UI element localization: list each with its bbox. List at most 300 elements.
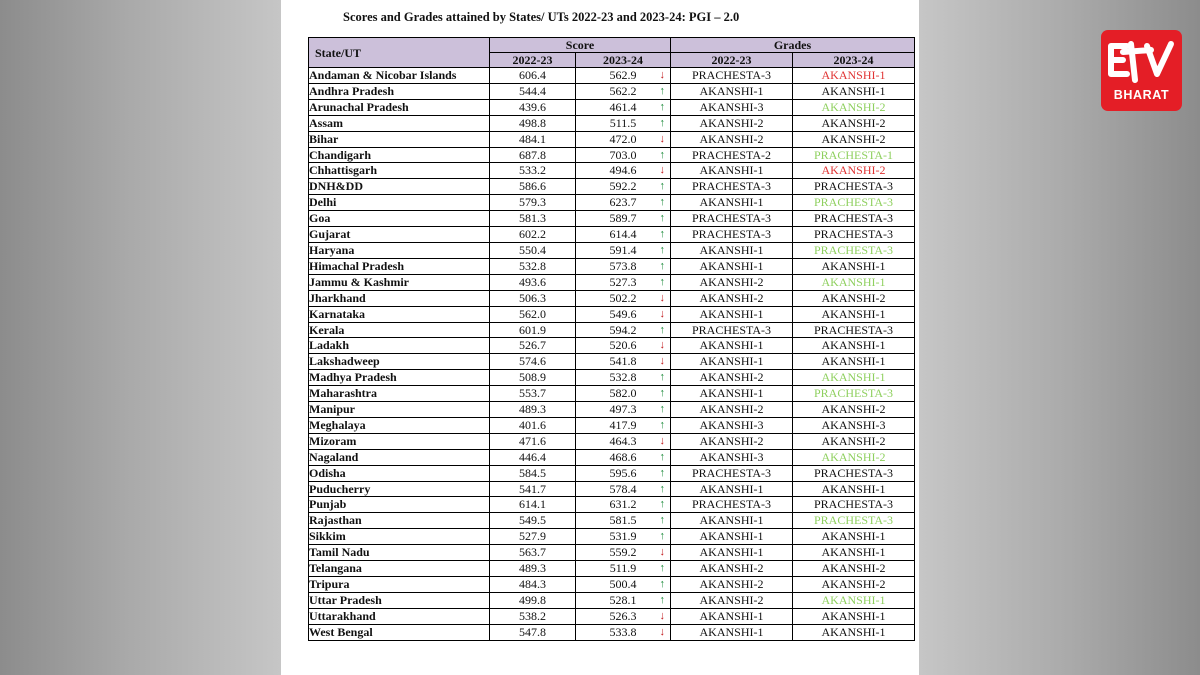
grade-2022-23-cell: AKANSHI-2 [671,290,793,306]
table-row [309,274,915,290]
score-2023-24-value: 581.5 [609,513,637,528]
grade-2022-23-cell: AKANSHI-1 [671,481,793,497]
grade-2023-24-cell: AKANSHI-1 [793,338,915,354]
grade-2023-24-cell: AKANSHI-2 [793,115,915,131]
score-2023-24-value: 461.4 [609,99,637,114]
score-2023-24-value: 533.8 [609,624,637,639]
score-2022-23-cell: 446.4 [490,449,576,465]
table-row [309,608,915,624]
score-2023-24-cell [576,274,671,290]
table-row [309,211,915,227]
state-name-cell: Haryana [309,242,490,258]
score-2023-24-value: 549.6 [609,306,637,321]
grade-2023-24-cell: AKANSHI-1 [793,258,915,274]
brand-name: BHARAT [1113,88,1170,102]
table-row [309,99,915,115]
score-2023-24-cell [576,513,671,529]
score-2023-24-cell [576,386,671,402]
grade-2023-24-cell: AKANSHI-1 [793,370,915,386]
score-2022-23-cell: 586.6 [490,179,576,195]
table-row [309,163,915,179]
grade-2022-23-cell: AKANSHI-2 [671,433,793,449]
arrow-down-icon: ↓ [659,355,665,368]
table-row [309,115,915,131]
state-name-cell: Karnataka [309,306,490,322]
grade-2023-24-cell: AKANSHI-2 [793,290,915,306]
state-name-cell: Gujarat [309,227,490,243]
grade-2023-24-cell: AKANSHI-1 [793,624,915,640]
score-2023-24-value: 594.2 [609,322,637,337]
table-row [309,179,915,195]
score-2023-24-cell [576,608,671,624]
arrow-down-icon: ↓ [659,434,665,447]
state-name-cell: Odisha [309,465,490,481]
background-left [0,0,281,675]
score-2023-24-cell [576,322,671,338]
score-2022-23-cell: 563.7 [490,545,576,561]
header-row-top [309,38,915,53]
grade-2023-24-cell: PRACHESTA-3 [793,386,915,402]
grade-2023-24-cell: PRACHESTA-3 [793,242,915,258]
state-name-cell: Bihar [309,131,490,147]
score-2023-24-cell [576,433,671,449]
grade-2023-24-cell: PRACHESTA-1 [793,147,915,163]
table-row [309,195,915,211]
arrow-down-icon: ↓ [659,609,665,622]
arrow-up-icon: ↑ [659,275,665,288]
score-year-2023-24-header: 2023-24 [576,53,671,68]
state-name-cell: Himachal Pradesh [309,258,490,274]
document-page [281,0,919,675]
score-2023-24-cell [576,449,671,465]
state-name-cell: Lakshadweep [309,354,490,370]
score-2023-24-cell [576,417,671,433]
score-2023-24-cell [576,481,671,497]
grade-2022-23-cell: AKANSHI-1 [671,338,793,354]
score-2023-24-value: 531.9 [609,529,637,544]
score-header: Score [490,38,671,53]
state-name-cell: DNH&DD [309,179,490,195]
score-2023-24-value: 589.7 [609,211,637,226]
score-2023-24-cell [576,338,671,354]
score-2022-23-cell: 498.8 [490,115,576,131]
score-2023-24-value: 541.8 [609,354,637,369]
state-name-cell: Uttar Pradesh [309,592,490,608]
grade-2023-24-cell: AKANSHI-1 [793,354,915,370]
grade-2023-24-cell: AKANSHI-3 [793,417,915,433]
state-name-cell: Andhra Pradesh [309,83,490,99]
state-name-cell: Tamil Nadu [309,545,490,561]
arrow-down-icon: ↓ [659,625,665,638]
arrow-up-icon: ↑ [659,482,665,495]
grade-2023-24-cell: AKANSHI-2 [793,99,915,115]
score-2022-23-cell: 601.9 [490,322,576,338]
state-name-cell: Nagaland [309,449,490,465]
score-2023-24-cell [576,83,671,99]
grade-2022-23-cell: AKANSHI-2 [671,402,793,418]
grade-2023-24-cell: AKANSHI-1 [793,68,915,84]
score-2022-23-cell: 562.0 [490,306,576,322]
grade-2023-24-cell: PRACHESTA-3 [793,465,915,481]
score-2022-23-cell: 401.6 [490,417,576,433]
score-2023-24-cell [576,465,671,481]
arrow-down-icon: ↓ [659,307,665,320]
table-row [309,497,915,513]
arrow-up-icon: ↑ [659,228,665,241]
grade-2022-23-cell: AKANSHI-1 [671,306,793,322]
score-2022-23-cell: 550.4 [490,242,576,258]
score-2023-24-cell [576,115,671,131]
state-name-cell: Andaman & Nicobar Islands [309,68,490,84]
score-2023-24-cell [576,68,671,84]
score-2023-24-cell [576,497,671,513]
grade-2022-23-cell: PRACHESTA-3 [671,211,793,227]
score-2023-24-value: 511.5 [609,115,637,130]
arrow-up-icon: ↑ [659,259,665,272]
table-row [309,449,915,465]
table-row [309,354,915,370]
table-row [309,577,915,593]
state-name-cell: Assam [309,115,490,131]
score-2023-24-cell [576,402,671,418]
table-row [309,592,915,608]
grade-2023-24-cell: AKANSHI-2 [793,163,915,179]
grade-2023-24-cell: AKANSHI-1 [793,529,915,545]
table-row [309,322,915,338]
score-2022-23-cell: 584.5 [490,465,576,481]
table-row [309,370,915,386]
state-name-cell: Mizoram [309,433,490,449]
grade-2022-23-cell: AKANSHI-2 [671,274,793,290]
table-row [309,306,915,322]
arrow-up-icon: ↑ [659,243,665,256]
score-2022-23-cell: 484.1 [490,131,576,147]
score-2023-24-value: 592.2 [609,179,637,194]
score-2022-23-cell: 489.3 [490,561,576,577]
score-2022-23-cell: 549.5 [490,513,576,529]
etv-bharat-logo [1101,30,1182,111]
arrow-down-icon: ↓ [659,164,665,177]
state-name-cell: Sikkim [309,529,490,545]
arrow-down-icon: ↓ [659,69,665,81]
grade-2022-23-cell: AKANSHI-2 [671,577,793,593]
state-name-cell: Goa [309,211,490,227]
score-2022-23-cell: 508.9 [490,370,576,386]
grade-2023-24-cell: AKANSHI-1 [793,592,915,608]
table-row [309,147,915,163]
arrow-up-icon: ↑ [659,562,665,575]
grade-2022-23-cell: AKANSHI-2 [671,370,793,386]
arrow-up-icon: ↑ [659,530,665,543]
grade-2023-24-cell: AKANSHI-1 [793,545,915,561]
state-name-cell: Meghalaya [309,417,490,433]
grade-2022-23-cell: PRACHESTA-3 [671,465,793,481]
pgi-scores-table [308,37,915,641]
score-2023-24-cell [576,577,671,593]
grade-2022-23-cell: PRACHESTA-3 [671,179,793,195]
arrow-up-icon: ↑ [659,180,665,193]
score-2022-23-cell: 493.6 [490,274,576,290]
table-body [309,68,915,641]
grade-2023-24-cell: AKANSHI-2 [793,433,915,449]
score-2022-23-cell: 526.7 [490,338,576,354]
score-2022-23-cell: 533.2 [490,163,576,179]
grade-2022-23-cell: PRACHESTA-3 [671,497,793,513]
grade-year-2022-23-header: 2022-23 [671,53,793,68]
state-name-cell: Telangana [309,561,490,577]
score-2023-24-cell [576,211,671,227]
score-2022-23-cell: 579.3 [490,195,576,211]
grade-2022-23-cell: AKANSHI-3 [671,417,793,433]
grade-2023-24-cell: PRACHESTA-3 [793,227,915,243]
score-2022-23-cell: 687.8 [490,147,576,163]
score-2023-24-value: 595.6 [609,465,637,480]
arrow-up-icon: ↑ [659,196,665,209]
score-2022-23-cell: 439.6 [490,99,576,115]
arrow-up-icon: ↑ [659,387,665,400]
table-row [309,513,915,529]
grade-2023-24-cell: PRACHESTA-3 [793,322,915,338]
grade-2022-23-cell: AKANSHI-1 [671,354,793,370]
score-2023-24-cell [576,227,671,243]
arrow-up-icon: ↑ [659,116,665,129]
arrow-up-icon: ↑ [659,514,665,527]
score-2023-24-value: 578.4 [609,481,637,496]
table-row [309,481,915,497]
arrow-up-icon: ↑ [659,578,665,590]
score-2023-24-cell [576,242,671,258]
grade-2023-24-cell: AKANSHI-1 [793,274,915,290]
etv-logo-icon [1101,34,1182,86]
score-2023-24-cell [576,545,671,561]
state-name-cell: Punjab [309,497,490,513]
grade-2022-23-cell: AKANSHI-2 [671,561,793,577]
score-2023-24-value: 559.2 [609,545,637,560]
grade-2022-23-cell: AKANSHI-1 [671,83,793,99]
score-2023-24-cell [576,258,671,274]
score-2023-24-value: 526.3 [609,608,637,623]
score-2022-23-cell: 581.3 [490,211,576,227]
score-2023-24-cell [576,99,671,115]
grade-2023-24-cell: AKANSHI-2 [793,561,915,577]
grade-2022-23-cell: AKANSHI-1 [671,545,793,561]
table-row [309,258,915,274]
grade-2023-24-cell: AKANSHI-1 [793,608,915,624]
score-2023-24-value: 468.6 [609,449,637,464]
state-name-cell: Jharkhand [309,290,490,306]
score-2023-24-cell [576,592,671,608]
grade-2022-23-cell: AKANSHI-1 [671,624,793,640]
grade-2022-23-cell: AKANSHI-1 [671,386,793,402]
score-2023-24-value: 573.8 [609,258,637,273]
grade-year-2023-24-header: 2023-24 [793,53,915,68]
state-name-cell: Manipur [309,402,490,418]
score-2022-23-cell: 574.6 [490,354,576,370]
state-name-cell: Puducherry [309,481,490,497]
state-name-cell: Maharashtra [309,386,490,402]
score-2023-24-value: 623.7 [609,195,637,210]
grade-2022-23-cell: AKANSHI-1 [671,529,793,545]
score-2023-24-value: 532.8 [609,370,637,385]
arrow-down-icon: ↓ [659,546,665,559]
grade-2022-23-cell: AKANSHI-1 [671,195,793,211]
grade-2022-23-cell: PRACHESTA-2 [671,147,793,163]
score-2023-24-cell [576,624,671,640]
score-2023-24-value: 497.3 [609,402,637,417]
arrow-down-icon: ↓ [659,291,665,304]
state-name-cell: West Bengal [309,624,490,640]
score-2022-23-cell: 547.8 [490,624,576,640]
score-2022-23-cell: 471.6 [490,433,576,449]
document-title: Scores and Grades attained by States/ UTs 2022-23 and 2023-24: PGI – 2.0 [343,10,740,24]
grade-2023-24-cell: PRACHESTA-3 [793,211,915,227]
arrow-up-icon: ↑ [659,212,665,225]
score-2023-24-value: 417.9 [609,417,637,432]
state-name-cell: Ladakh [309,338,490,354]
arrow-up-icon: ↑ [659,403,665,416]
score-2023-24-cell [576,147,671,163]
score-2023-24-value: 527.3 [609,274,637,289]
score-2023-24-value: 500.4 [609,577,637,591]
grade-2022-23-cell: PRACHESTA-3 [671,322,793,338]
arrow-up-icon: ↑ [659,371,665,384]
table-row [309,83,915,99]
score-year-2022-23-header: 2022-23 [490,53,576,68]
arrow-down-icon: ↓ [659,132,665,145]
table-row [309,417,915,433]
grade-2023-24-cell: PRACHESTA-3 [793,195,915,211]
grade-2022-23-cell: AKANSHI-1 [671,163,793,179]
grade-2022-23-cell: AKANSHI-3 [671,449,793,465]
grade-2023-24-cell: AKANSHI-2 [793,577,915,593]
arrow-up-icon: ↑ [659,84,665,97]
score-2023-24-value: 562.9 [609,68,637,82]
score-2023-24-value: 511.9 [609,561,637,576]
grade-2023-24-cell: AKANSHI-2 [793,449,915,465]
table-row [309,529,915,545]
arrow-up-icon: ↑ [659,148,665,161]
grade-2022-23-cell: AKANSHI-3 [671,99,793,115]
arrow-up-icon: ↑ [659,593,665,606]
score-2023-24-cell [576,290,671,306]
table-row [309,561,915,577]
state-name-cell: Rajasthan [309,513,490,529]
table-row [309,624,915,640]
grade-2022-23-cell: AKANSHI-1 [671,513,793,529]
state-name-cell: Arunachal Pradesh [309,99,490,115]
state-name-cell: Chhattisgarh [309,163,490,179]
score-2022-23-cell: 532.8 [490,258,576,274]
table-row [309,290,915,306]
table-row [309,386,915,402]
grade-2023-24-cell: PRACHESTA-3 [793,179,915,195]
score-2023-24-cell [576,131,671,147]
score-2022-23-cell: 506.3 [490,290,576,306]
score-2022-23-cell: 484.3 [490,577,576,593]
state-name-cell: Delhi [309,195,490,211]
state-name-cell: Tripura [309,577,490,593]
score-2023-24-value: 582.0 [609,386,637,401]
grade-2023-24-cell: PRACHESTA-3 [793,513,915,529]
score-2022-23-cell: 553.7 [490,386,576,402]
arrow-down-icon: ↓ [659,339,665,352]
table-row [309,433,915,449]
score-2022-23-cell: 614.1 [490,497,576,513]
score-2023-24-value: 614.4 [609,227,637,242]
score-2022-23-cell: 538.2 [490,608,576,624]
score-2023-24-cell [576,370,671,386]
score-2022-23-cell: 602.2 [490,227,576,243]
score-2023-24-value: 631.2 [609,497,637,512]
table-row [309,402,915,418]
grade-2022-23-cell: PRACHESTA-3 [671,227,793,243]
state-name-cell: Jammu & Kashmir [309,274,490,290]
arrow-up-icon: ↑ [659,100,665,113]
grades-header: Grades [671,38,915,53]
score-2023-24-value: 562.2 [609,83,637,98]
grade-2022-23-cell: AKANSHI-2 [671,131,793,147]
score-2023-24-cell [576,195,671,211]
score-2023-24-cell [576,354,671,370]
score-2023-24-value: 502.2 [609,290,637,305]
table-row [309,227,915,243]
state-name-cell: Chandigarh [309,147,490,163]
grade-2023-24-cell: AKANSHI-1 [793,481,915,497]
score-2023-24-value: 528.1 [609,592,637,607]
score-2022-23-cell: 527.9 [490,529,576,545]
score-2023-24-cell [576,179,671,195]
score-2022-23-cell: 544.4 [490,83,576,99]
score-2022-23-cell: 499.8 [490,592,576,608]
score-2023-24-value: 494.6 [609,163,637,178]
score-2023-24-cell [576,306,671,322]
grade-2023-24-cell: AKANSHI-1 [793,306,915,322]
arrow-up-icon: ↑ [659,323,665,336]
state-name-cell: Uttarakhand [309,608,490,624]
grade-2023-24-cell: AKANSHI-1 [793,83,915,99]
grade-2022-23-cell: AKANSHI-2 [671,592,793,608]
grade-2022-23-cell: AKANSHI-1 [671,608,793,624]
score-2022-23-cell: 541.7 [490,481,576,497]
grade-2022-23-cell: AKANSHI-1 [671,258,793,274]
state-name-cell: Madhya Pradesh [309,370,490,386]
score-2023-24-cell [576,163,671,179]
table-row [309,338,915,354]
score-2022-23-cell: 489.3 [490,402,576,418]
table-row [309,131,915,147]
state-ut-header: State/UT [309,38,490,68]
grade-2023-24-cell: AKANSHI-2 [793,131,915,147]
arrow-up-icon: ↑ [659,418,665,431]
arrow-up-icon: ↑ [659,450,665,463]
grade-2022-23-cell: AKANSHI-2 [671,115,793,131]
table-row [309,465,915,481]
table-row [309,68,915,84]
score-2023-24-value: 520.6 [609,338,637,353]
grade-2022-23-cell: AKANSHI-1 [671,242,793,258]
arrow-up-icon: ↑ [659,498,665,511]
score-2023-24-cell [576,561,671,577]
score-2023-24-value: 591.4 [609,242,637,257]
arrow-up-icon: ↑ [659,466,665,479]
score-2023-24-value: 464.3 [609,433,637,448]
score-2023-24-value: 472.0 [609,131,637,146]
score-2022-23-cell: 606.4 [490,68,576,84]
score-2023-24-cell [576,529,671,545]
score-2023-24-value: 703.0 [609,147,637,162]
grade-2022-23-cell: PRACHESTA-3 [671,68,793,84]
table-row [309,545,915,561]
